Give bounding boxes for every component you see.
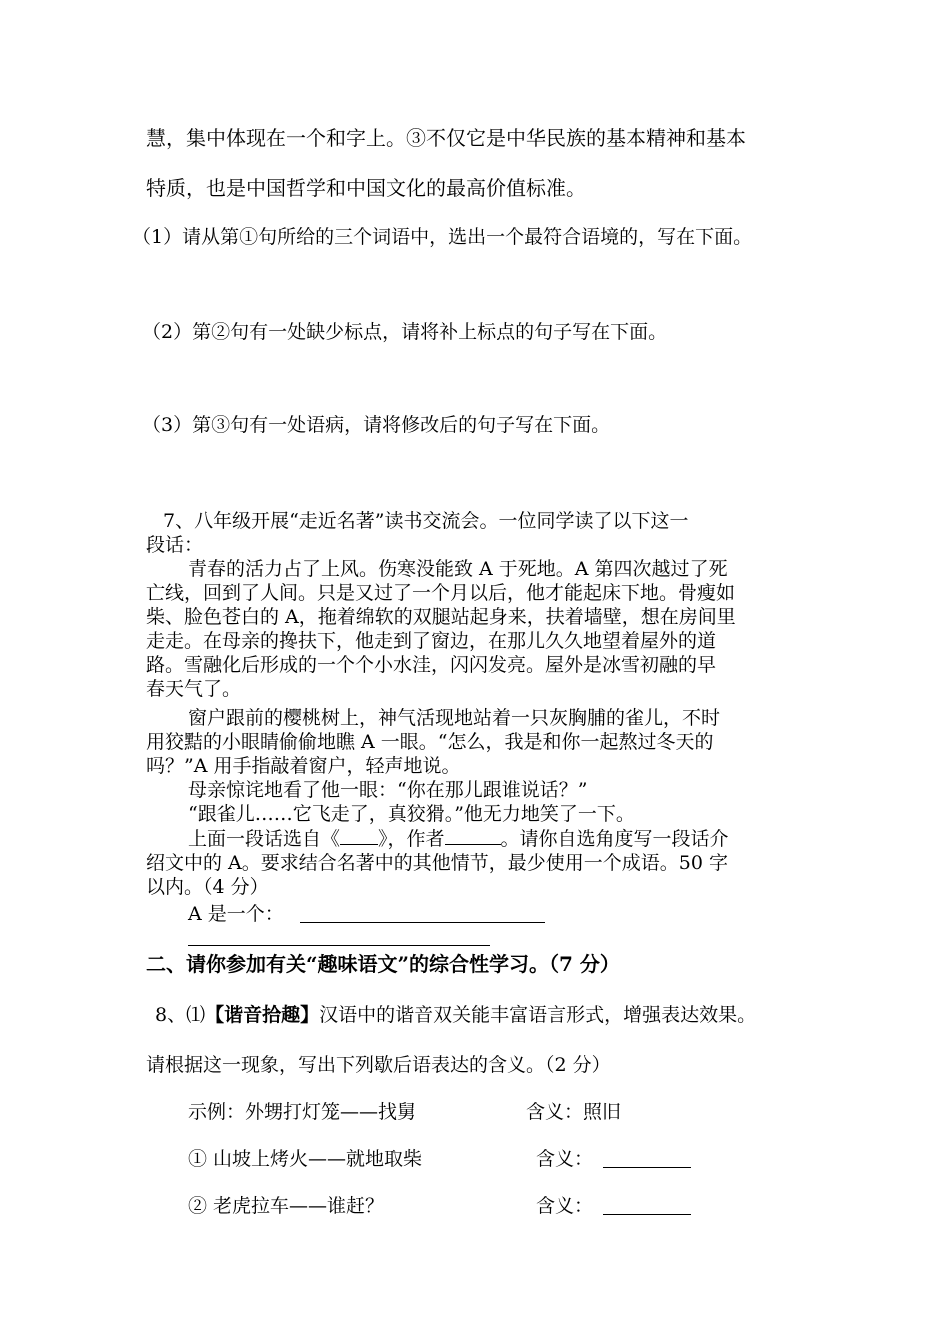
q7-excerpt-line: 青春的活力占了上风。伤寒没能致 A 于死地。A 第四次越过了死 xyxy=(188,558,728,580)
q8-line-2: 请根据这一现象，写出下列歇后语表达的含义。（2 分） xyxy=(146,1054,611,1076)
q7-excerpt-line: 亡线，回到了人间。只是又过了一个月以后，他才能起床下地。骨瘦如 xyxy=(146,582,736,604)
q7-excerpt-line: 路。雪融化后形成的一个个小水洼，闪闪发亮。屋外是冰雪初融的早 xyxy=(146,654,717,676)
q8-number: 8、⑴ xyxy=(155,1004,206,1026)
item-1-meaning-label: 含义： xyxy=(536,1148,594,1170)
example-meaning: 含义：照旧 xyxy=(526,1101,622,1123)
question-3: （3）第③句有一处语病，请将修改后的句子写在下面。 xyxy=(142,414,611,436)
q7-excerpt-line: 窗户跟前的樱桃树上，神气活现地站着一只灰胸脯的雀儿，不时 xyxy=(188,707,721,729)
item-1-blank[interactable] xyxy=(603,1167,691,1168)
answer-line-2[interactable] xyxy=(188,945,490,946)
q7-excerpt-line: 柴、脸色苍白的 A，拖着绵软的双腿站起身来，扶着墙壁，想在房间里 xyxy=(146,606,736,628)
q8-tag: 【谐音拾趣】 xyxy=(205,1004,320,1026)
item-1-phrase: ① 山坡上烤火——就地取柴 xyxy=(188,1148,423,1170)
q7-intro-line-2: 段话： xyxy=(146,534,204,556)
passage-line-2: 特质，也是中国哲学和中国文化的最高价值标准。 xyxy=(146,176,586,200)
item-2-blank[interactable] xyxy=(603,1214,691,1215)
book-title-blank[interactable] xyxy=(340,828,378,845)
q7-task-line-3: 以内。（4 分） xyxy=(146,876,269,898)
q7-task-text: 上面一段话选自《 xyxy=(188,828,341,850)
q7-task-line-1 xyxy=(188,827,729,851)
q7-excerpt-line: 用狡黠的小眼睛偷偷地瞧 A 一眼。“怎么，我是和你一起熬过冬天的 xyxy=(146,731,714,753)
q7-answer-label: A 是一个： xyxy=(188,903,284,925)
q7-task-text: 。请你自选角度写一段话介 xyxy=(500,828,729,850)
question-2: （2）第②句有一处缺少标点，请将补上标点的句子写在下面。 xyxy=(142,321,668,343)
passage-line-1: 慧，集中体现在一个和字上。③不仅它是中华民族的基本精神和基本 xyxy=(146,126,746,150)
q7-excerpt-line: 走走。在母亲的搀扶下，他走到了窗边，在那儿久久地望着屋外的道 xyxy=(146,630,717,652)
item-2-meaning-label: 含义： xyxy=(536,1195,594,1217)
q8-line-1 xyxy=(155,1003,756,1027)
item-2-phrase: ② 老虎拉车——谁赶？ xyxy=(188,1195,385,1217)
q7-task-text: 》，作者 xyxy=(378,828,445,850)
q7-excerpt-line: 春天气了。 xyxy=(146,678,242,700)
q7-task-line-2: 绍文中的 A。要求结合名著中的其他情节，最少使用一个成语。50 字 xyxy=(146,852,728,874)
q7-intro-line-1: 7、八年级开展“走近名著”读书交流会。一位同学读了以下这一 xyxy=(163,510,689,532)
q7-excerpt-line: 母亲惊诧地看了他一眼：“你在那儿跟谁说话？” xyxy=(188,779,588,801)
example-phrase: 示例：外甥打灯笼——找舅 xyxy=(188,1101,417,1123)
question-1: （1）请从第①句所给的三个词语中，选出一个最符合语境的，写在下面。 xyxy=(132,226,753,248)
q7-excerpt-line: 吗？”A 用手指敲着窗户，轻声地说。 xyxy=(146,755,461,777)
q8-text: 汉语中的谐音双关能丰富语言形式，增强表达效果。 xyxy=(319,1004,757,1026)
section-2-heading: 二、请你参加有关“趣味语文”的综合性学习。（7 分） xyxy=(146,952,620,976)
author-blank[interactable] xyxy=(445,828,501,845)
answer-line-1[interactable] xyxy=(300,922,545,923)
q7-excerpt-line: “跟雀儿……它飞走了，真狡猾。”他无力地笑了一下。 xyxy=(188,803,635,825)
